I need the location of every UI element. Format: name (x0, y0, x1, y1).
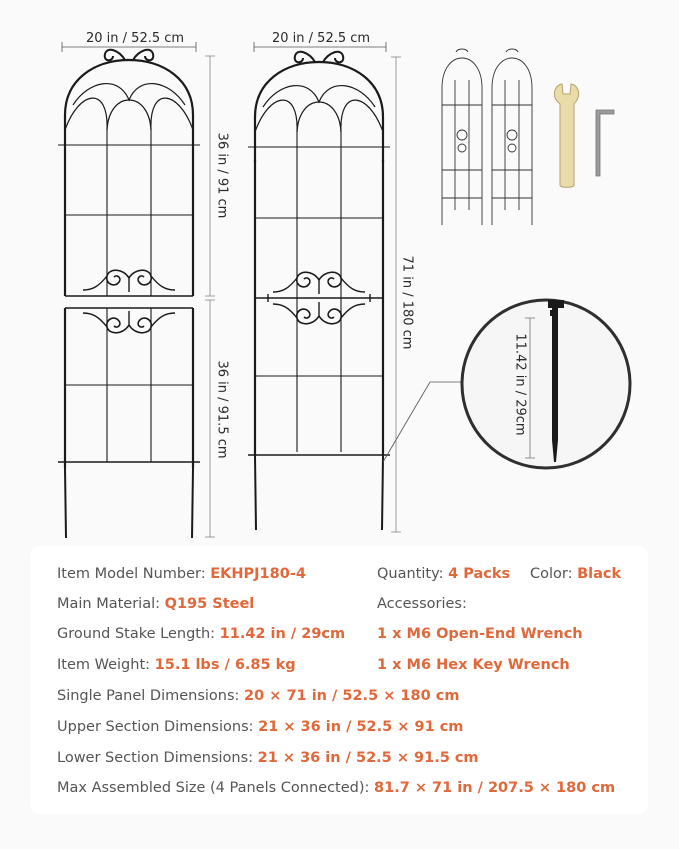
quantity-value: 4 Packs (448, 566, 511, 582)
hex-key-icon (596, 110, 614, 176)
accessory-2-value: 1 x M6 Hex Key Wrench (377, 657, 570, 673)
panel-label: Single Panel Dimensions: (57, 688, 240, 704)
stake-length-label: 11.42 in / 29cm (512, 333, 528, 436)
upper-label: Upper Section Dimensions: (57, 719, 254, 735)
weight-value: 15.1 lbs / 6.85 kg (154, 657, 296, 673)
spec-color (530, 566, 621, 582)
spec-material (57, 596, 254, 612)
ground-stake-callout (383, 300, 630, 468)
upper-value: 21 × 36 in / 52.5 × 91 cm (258, 719, 464, 735)
middle-trellis (248, 42, 401, 532)
material-value: Q195 Steel (164, 596, 255, 612)
package-thumbnail (442, 49, 532, 225)
left-width-label: 20 in / 52.5 cm (86, 31, 185, 46)
spec-weight (57, 657, 296, 673)
color-label: Color: (530, 566, 573, 582)
open-end-wrench-icon (554, 84, 578, 187)
upper-height-label: 36 in / 91 cm (214, 132, 230, 219)
accessory-wrench (377, 626, 583, 642)
lower-height-label: 36 in / 91.5 cm (214, 360, 230, 459)
lower-value: 21 × 36 in / 52.5 × 91.5 cm (257, 750, 479, 766)
lower-label: Lower Section Dimensions: (57, 750, 254, 766)
right-width-label: 20 in / 52.5 cm (272, 31, 371, 46)
left-trellis (58, 42, 215, 538)
stake-label: Ground Stake Length: (57, 626, 216, 642)
spec-model (57, 566, 306, 582)
model-value: EKHPJ180-4 (210, 566, 306, 582)
spec-max (57, 780, 615, 796)
spec-upper (57, 719, 463, 735)
total-height-label: 71 in / 180 cm (399, 255, 415, 350)
stake-value: 11.42 in / 29cm (219, 626, 346, 642)
spec-stake (57, 626, 345, 642)
accessory-1-value: 1 x M6 Open-End Wrench (377, 626, 583, 642)
spec-quantity (377, 566, 510, 582)
max-label: Max Assembled Size (4 Panels Connected): (57, 780, 370, 796)
material-label: Main Material: (57, 596, 161, 612)
model-label: Item Model Number: (57, 566, 206, 582)
spec-panel (57, 688, 459, 704)
spec-accessories: Accessories: (377, 596, 467, 612)
spec-lower (57, 750, 479, 766)
color-value: Black (577, 566, 622, 582)
spec-card (30, 546, 648, 814)
panel-value: 20 × 71 in / 52.5 × 180 cm (244, 688, 460, 704)
max-value: 81.7 × 71 in / 207.5 × 180 cm (374, 780, 616, 796)
accessory-hex-key (377, 657, 570, 673)
quantity-label: Quantity: (377, 566, 444, 582)
weight-label: Item Weight: (57, 657, 151, 673)
